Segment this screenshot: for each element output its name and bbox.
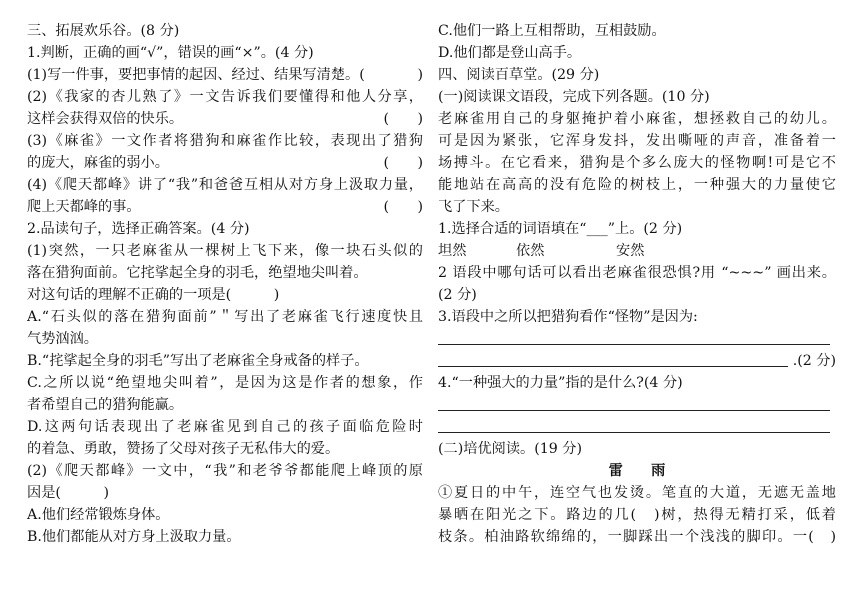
reading-q3: 3.语段中之所以把猎狗看作“怪物”是因为:: [438, 309, 698, 325]
story-line-3: 枝条。柏油路软绵绵的，一脚踩出一个浅浅的脚印。一( ): [438, 529, 836, 545]
word-option-3: 安然: [616, 243, 645, 259]
q1-item-3-line-2: 的庞大，麻雀的弱小。 ( ): [27, 152, 423, 174]
q1-item-4-line-1: (4)《爬天都峰》讲了“我”和爸爸互相从对方身上汲取力量，: [27, 177, 423, 193]
q1-item-4-line-2: 爬上天都峰的事。 ( ): [27, 196, 423, 218]
reading-q4: 4.“一种强大的力量”指的是什么?(4 分): [438, 375, 683, 391]
q1-item-2-line-1: (2)《我家的杏儿熟了》一文告诉我们要懂得和他人分享，: [27, 89, 423, 105]
q1-title: 1.判断，正确的画“√”，错误的画“×”。(4 分): [27, 45, 314, 61]
q2-1-option-b: B.“挓挲起全身的羽毛”写出了老麻雀全身戒备的样子。: [27, 353, 369, 369]
reading-q2-line-1: 2 语段中哪句话可以看出老麻雀很恐惧?用 “~~~” 画出来。: [438, 265, 836, 281]
reading-q4-answer-line-2[interactable]: [438, 416, 836, 438]
q2-1-line-1: (1)突然，一只老麻雀从一棵树上飞下来，像一块石头似的: [27, 243, 423, 259]
q2-1-option-d-line-2: 的着急、勇敢，赞扬了父母对孩子无私伟大的爱。: [27, 441, 340, 457]
q1-item-3-line-1: (3)《麻雀》一文作者将猎狗和麻雀作比较，表现出了猎狗: [27, 133, 423, 149]
passage-line-1: 老麻雀用自己的身躯掩护着小麻雀，想拯救自己的幼儿。: [438, 111, 836, 127]
q1-item-2-answer[interactable]: ( ): [383, 111, 423, 127]
right-column: [438, 20, 836, 548]
q2-1-option-d-line-1: D.这两句话表现出了老麻雀见到自己的孩子面临危险时: [27, 419, 423, 435]
q1-item-1-answer-close[interactable]: ): [417, 67, 423, 83]
reading-q1: 1.选择合适的词语填在“___”上。(2 分): [438, 221, 683, 237]
q2-1-option-c-line-1: C.之所以说“绝望地尖叫着”，是因为这是作者的想象，作: [27, 375, 423, 391]
q2-1-option-a-line-1: A.“石头似的落在猎狗面前”＂写出了老麻雀飞行速度快且: [27, 309, 423, 325]
passage-line-4: 能地站在高高的没有危险的树枝上，一种强大的力量使它: [438, 177, 836, 193]
passage-line-5: 飞了下来。: [438, 199, 509, 215]
reading-q2-line-2: (2 分): [438, 287, 477, 303]
reading-q3-score: .(2 分): [792, 353, 836, 369]
reading-1-title: (一)阅读课文语段，完成下列各题。(10 分): [438, 89, 710, 105]
q2-2-line-1: (2)《爬天都峰》一文中，“我”和老爷爷都能爬上峰顶的原: [27, 463, 423, 479]
q2-2-option-a: A.他们经常锻炼身体。: [27, 507, 170, 523]
story-line-1: ①夏日的中午，连空气也发烫。笔直的大道，无遮无盖地: [438, 485, 836, 501]
passage-line-3: 场搏斗。在它看来，猎狗是个多么庞大的怪物啊!可是它不: [438, 155, 836, 171]
reading-2-title: (二)培优阅读。(19 分): [438, 441, 583, 457]
story-title: 雷 雨: [608, 463, 666, 479]
q2-2-option-b: B.他们都能从对方身上汲取力量。: [27, 529, 241, 545]
q2-1-option-a-line-2: 气势汹汹。: [27, 331, 98, 347]
q1-item-3-answer[interactable]: ( ): [383, 155, 423, 171]
word-option-2: 依然: [516, 243, 545, 259]
q2-1-line-2: 落在猎狗面前。它挓挲起全身的羽毛，绝望地尖叫着。: [27, 265, 368, 281]
reading-q3-answer-line-2[interactable]: [438, 350, 836, 372]
q2-1-option-c-line-2: 者希望自己的猎狗能赢。: [27, 397, 184, 413]
q1-item-1: (1)写一件事，要把事情的起因、经过、结果写清楚。( ): [27, 64, 423, 86]
word-option-1: 坦然: [438, 243, 467, 259]
q2-1-prompt: 对这句话的理解不正确的一项是( ): [27, 287, 280, 303]
q1-item-2-line-2: 这样会获得双倍的快乐。 ( ): [27, 108, 423, 130]
left-column: [27, 20, 423, 548]
q2-2-option-c: C.他们一路上互相帮助，互相鼓励。: [438, 23, 666, 39]
reading-q3-answer-line-1[interactable]: [438, 328, 836, 350]
q2-2-option-d: D.他们都是登山高手。: [438, 45, 582, 61]
reading-q1-options: [438, 240, 836, 262]
section-4-title: 四、阅读百草堂。(29 分): [438, 67, 600, 83]
q2-2-line-2: 因是( ): [27, 485, 110, 501]
q1-item-4-answer[interactable]: ( ): [383, 199, 423, 215]
passage-line-2: 可是因为紧张，它浑身发抖，发出嘶哑的声音，准备着一: [438, 133, 836, 149]
story-line-2: 暴晒在阳光之下。路边的几( )树，热得无精打采，低着: [438, 507, 836, 523]
q2-title: 2.品读句子，选择正确答案。(4 分): [27, 221, 250, 237]
section-3-title: 三、拓展欢乐谷。(8 分): [27, 23, 180, 39]
reading-q4-answer-line-1[interactable]: [438, 394, 836, 416]
